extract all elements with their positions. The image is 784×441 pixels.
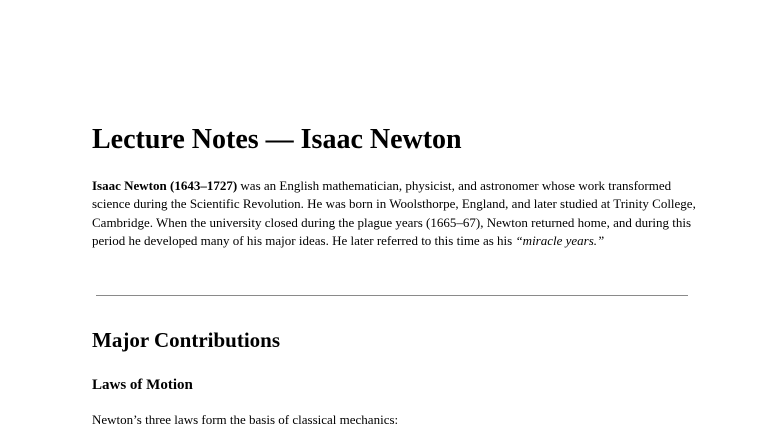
- subsection-heading: Laws of Motion: [92, 377, 193, 393]
- section-heading: Major Contributions: [92, 328, 281, 352]
- intro-paragraph: [92, 177, 702, 251]
- intro-quote: “miracle years.”: [515, 233, 605, 249]
- page-title: Lecture Notes — Isaac Newton: [92, 124, 462, 155]
- section-divider: [96, 295, 688, 296]
- intro-body: was an English mathematician, physicist, and astronomer whose work transformed science during the Scientific Revolution. He was born in Woolsthorpe, England, and later studied at Trinity College, Cambridge. When the university closed during the plague years (1665–67), Newton returned home, and during this period he developed many of his major ideas. He later referred to this time as his: [92, 178, 696, 249]
- subsection-paragraph: Newton’s three laws form the basis of classical mechanics:: [92, 412, 399, 427]
- intro-lead: Isaac Newton (1643–1727): [92, 178, 238, 193]
